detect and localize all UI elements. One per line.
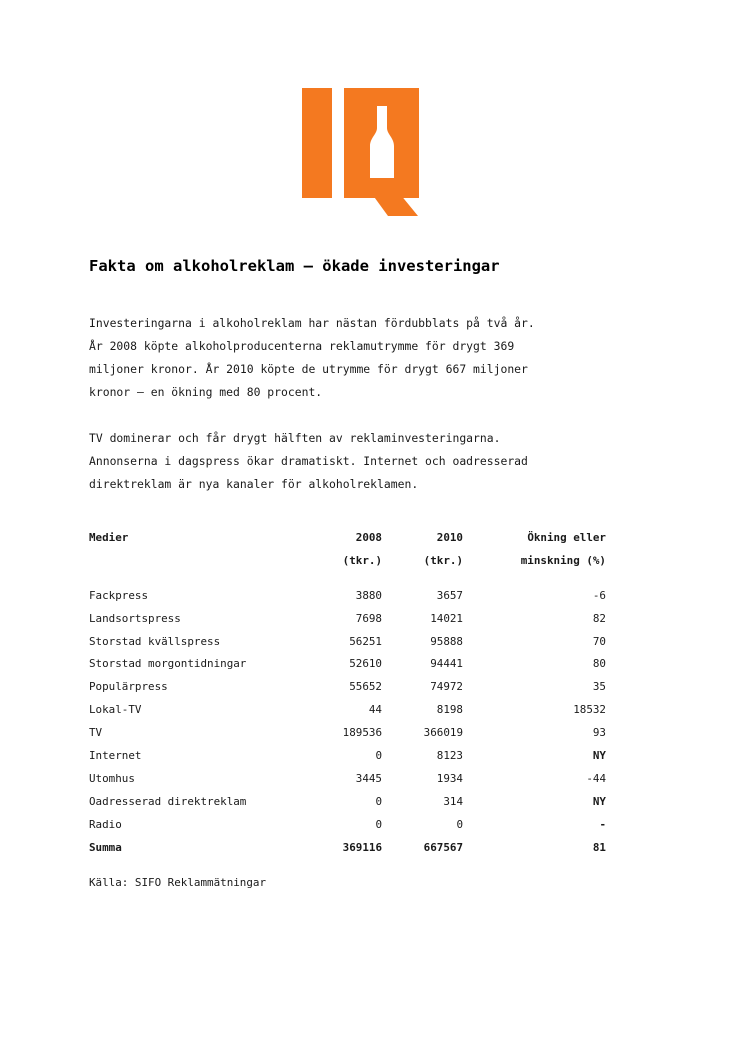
header-unit-change: minskning (%)	[520, 553, 606, 567]
value-2010: 8198	[436, 703, 463, 717]
value-2010: 3657	[436, 588, 463, 602]
paragraph-line: År 2008 köpte alkoholproducenterna reklamutrymme för drygt 369	[89, 339, 515, 353]
value-change: 35	[592, 680, 606, 694]
value-change: 93	[592, 726, 606, 740]
table-row	[89, 584, 606, 607]
table-header-row	[89, 526, 606, 549]
media-name: Utomhus	[89, 771, 135, 785]
logo-letter-q	[344, 88, 419, 216]
paragraph-line: direktreklam är nya kanaler för alkoholreklamen.	[89, 477, 419, 491]
value-2008: 52610	[349, 657, 382, 671]
value-change: -	[599, 817, 606, 831]
value-change: NY	[592, 794, 606, 808]
value-change: -44	[586, 771, 606, 785]
paragraph-line: TV dominerar och får drygt hälften av reklaminvesteringarna.	[89, 431, 501, 445]
value-change: -6	[592, 588, 606, 602]
value-2010: 94441	[430, 657, 463, 671]
page-title: Fakta om alkoholreklam – ökade investeringar	[89, 257, 500, 275]
table-total-row	[89, 836, 606, 859]
media-name: Lokal-TV	[89, 703, 142, 717]
value-change: 18532	[573, 703, 606, 717]
table-row	[89, 721, 606, 744]
tv-paragraph	[89, 427, 528, 496]
header-2010: 2010	[436, 530, 463, 544]
media-name: TV	[89, 726, 103, 740]
table-header-row	[89, 549, 606, 572]
table-row	[89, 630, 606, 653]
intro-paragraph	[89, 312, 535, 404]
value-2008: 7698	[355, 611, 382, 625]
media-investment-table	[89, 526, 606, 858]
table-row	[89, 652, 606, 675]
value-2010: 366019	[423, 726, 463, 740]
paragraph-line: kronor – en ökning med 80 procent.	[89, 385, 323, 399]
value-change: 80	[592, 657, 606, 671]
value-change: NY	[592, 748, 606, 762]
media-name: Radio	[89, 817, 122, 831]
header-medier: Medier	[89, 530, 129, 544]
header-change: Ökning eller	[527, 530, 606, 544]
value-2008: 0	[375, 794, 382, 808]
media-name: Oadresserad direktreklam	[89, 794, 247, 808]
table-row	[89, 698, 606, 721]
paragraph-line: Annonserna i dagspress ökar dramatiskt. Internet och oadresserad	[89, 454, 528, 468]
media-name: Fackpress	[89, 588, 149, 602]
media-name: Storstad morgontidningar	[89, 657, 247, 671]
total-2008: 369116	[342, 840, 382, 854]
source-note: Källa: SIFO Reklammätningar	[89, 876, 267, 889]
value-2008: 0	[375, 748, 382, 762]
value-2010: 14021	[430, 611, 463, 625]
header-2008: 2008	[355, 530, 382, 544]
value-change: 82	[592, 611, 606, 625]
paragraph-line: miljoner kronor. År 2010 köpte de utrymme för drygt 667 miljoner	[89, 362, 528, 376]
value-2010: 95888	[430, 634, 463, 648]
iq-logo	[300, 86, 420, 218]
table-row	[89, 675, 606, 698]
media-name: Internet	[89, 748, 142, 762]
value-2008: 44	[368, 703, 382, 717]
value-2008: 189536	[342, 726, 382, 740]
value-2008: 0	[375, 817, 382, 831]
logo-letter-i	[302, 88, 332, 198]
table-row	[89, 607, 606, 630]
value-2008: 56251	[349, 634, 382, 648]
total-change: 81	[592, 840, 606, 854]
media-name: Landsortspress	[89, 611, 181, 625]
media-name: Populärpress	[89, 680, 168, 694]
value-2008: 3445	[355, 771, 382, 785]
total-2010: 667567	[423, 840, 463, 854]
value-2010: 74972	[430, 680, 463, 694]
value-2010: 1934	[436, 771, 463, 785]
media-name: Storstad kvällspress	[89, 634, 221, 648]
paragraph-line: Investeringarna i alkoholreklam har nästan fördubblats på två år.	[89, 316, 535, 330]
table-row	[89, 744, 606, 767]
value-change: 70	[592, 634, 606, 648]
table-spacer	[89, 572, 606, 584]
table-row	[89, 813, 606, 836]
table-row	[89, 767, 606, 790]
value-2008: 55652	[349, 680, 382, 694]
value-2010: 8123	[436, 748, 463, 762]
value-2008: 3880	[355, 588, 382, 602]
header-empty	[89, 549, 323, 572]
header-unit-2008: (tkr.)	[342, 553, 382, 567]
table-row	[89, 790, 606, 813]
value-2010: 0	[456, 817, 463, 831]
header-unit-2010: (tkr.)	[423, 553, 463, 567]
value-2010: 314	[443, 794, 463, 808]
total-label: Summa	[89, 840, 122, 854]
